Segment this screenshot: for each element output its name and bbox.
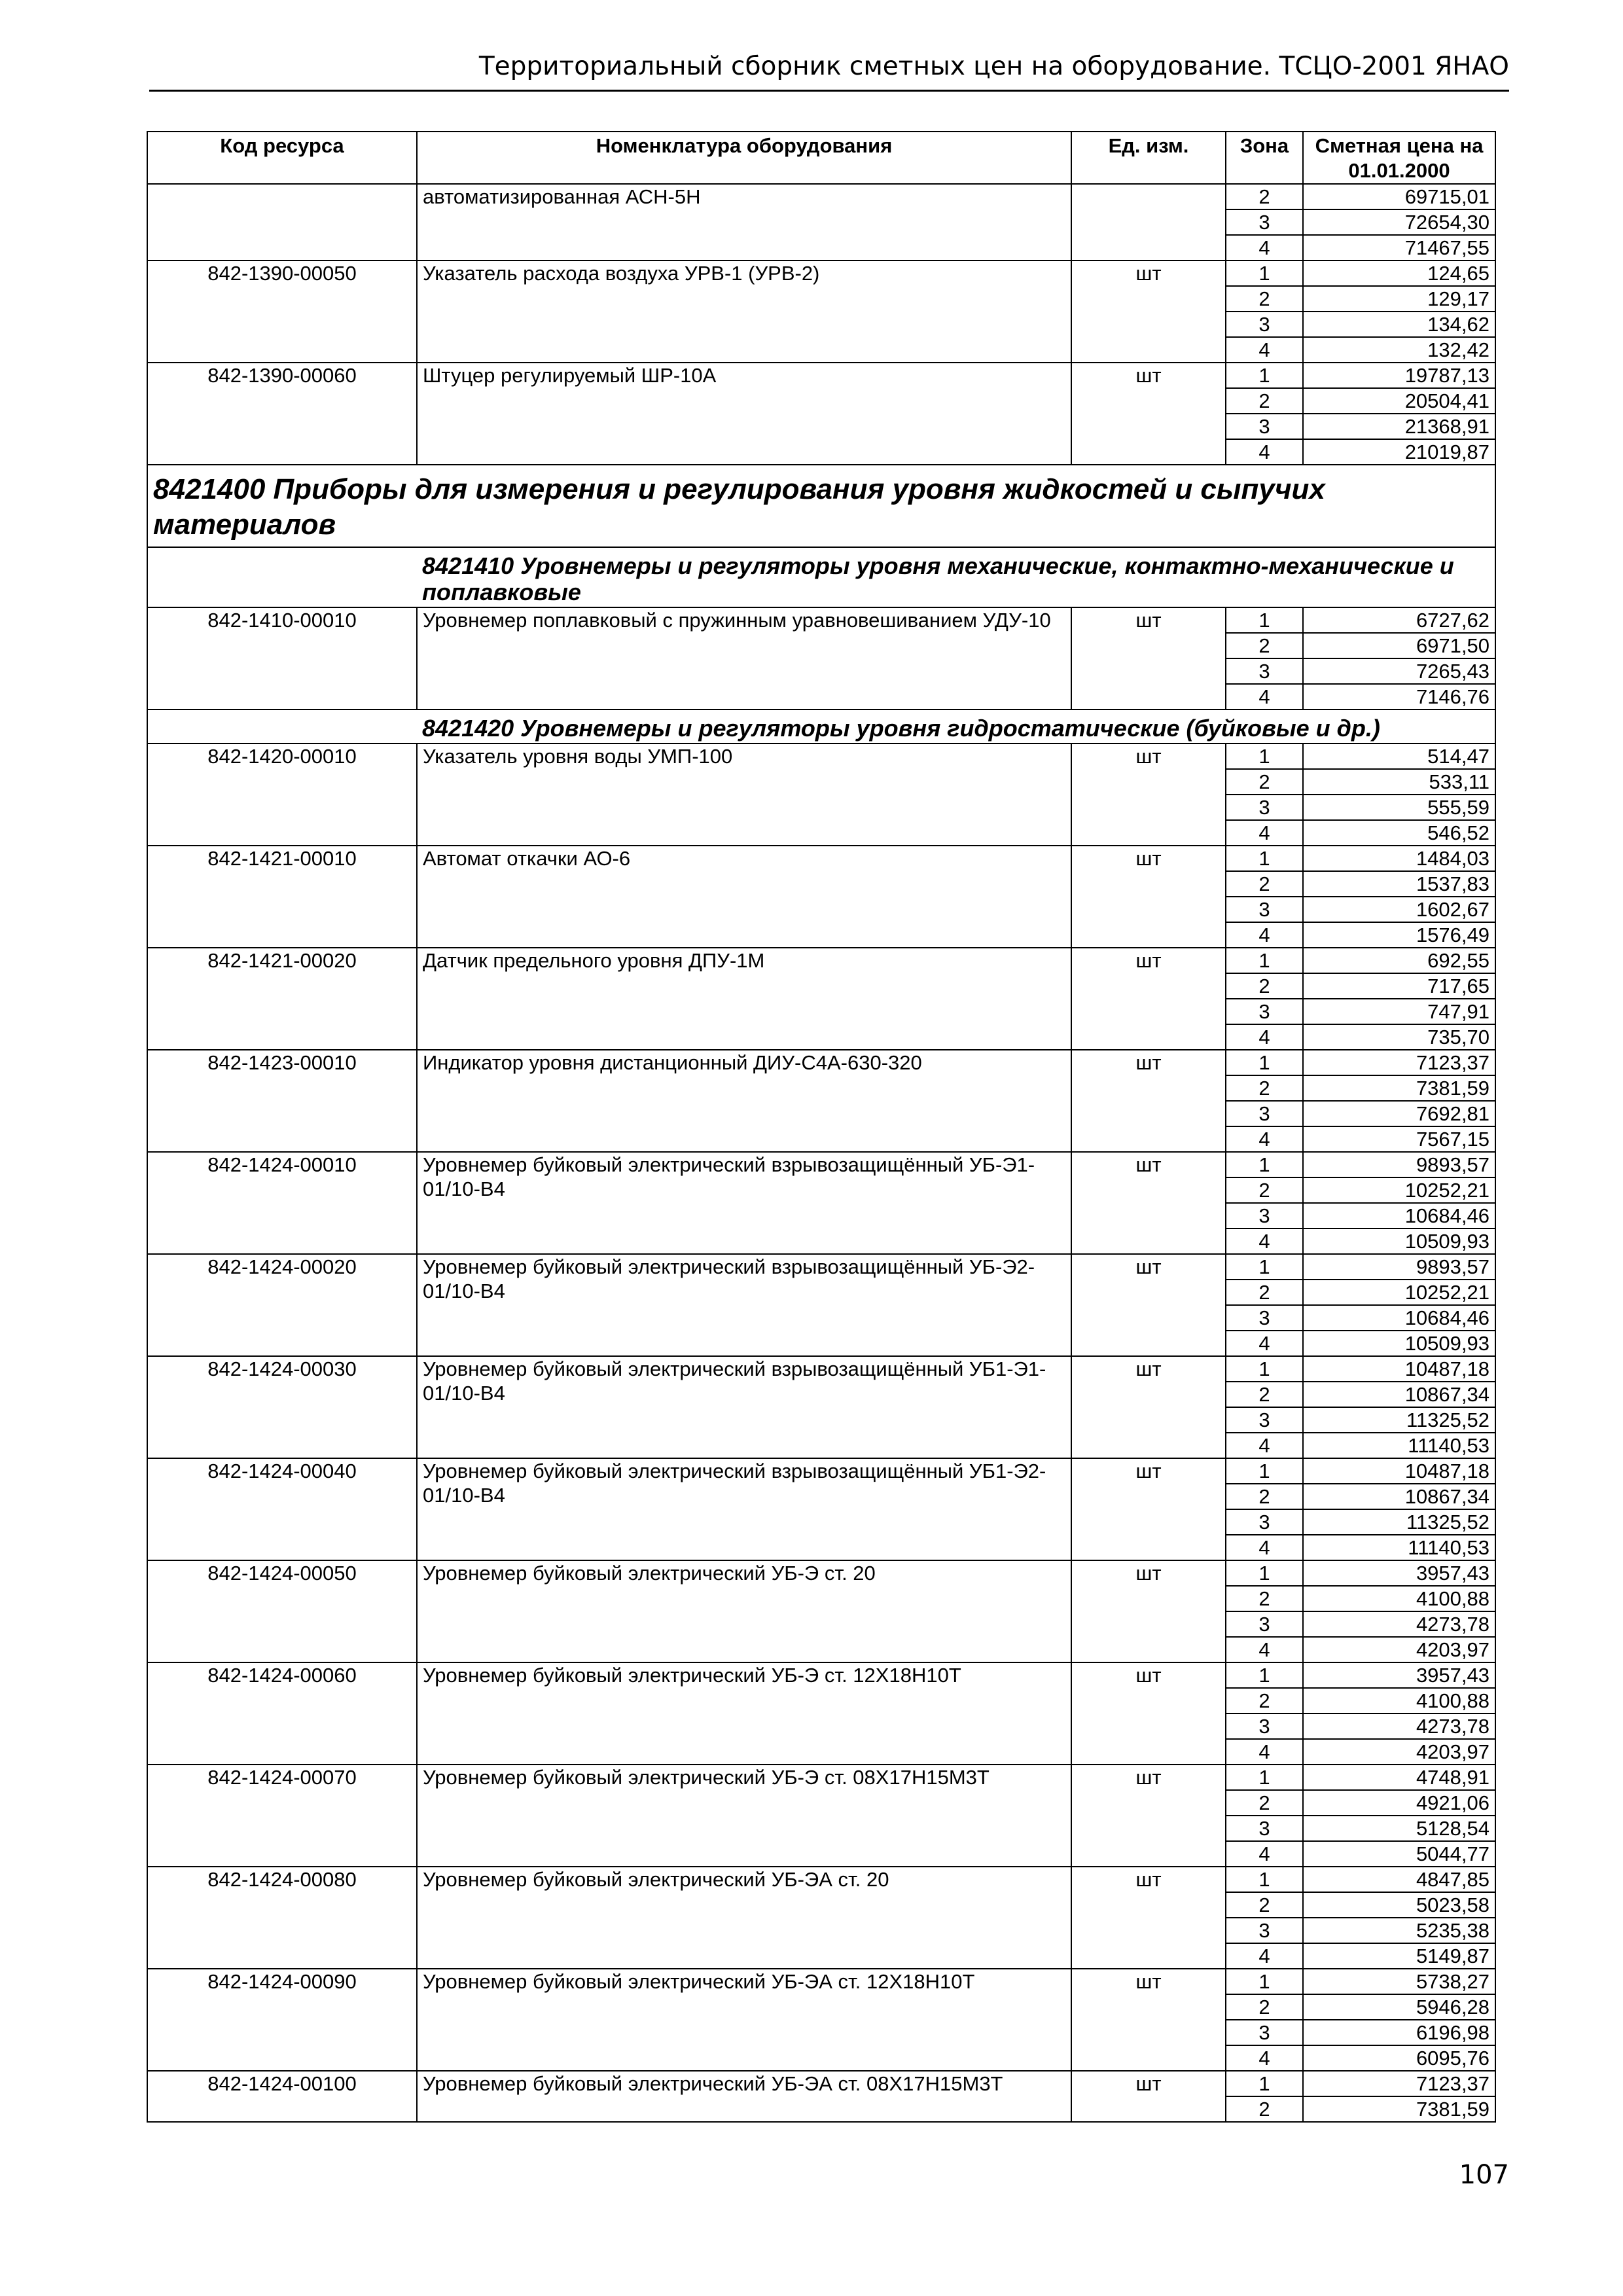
column-header-zone: Зона — [1226, 132, 1303, 184]
zone-cell: 1 — [1226, 1969, 1303, 1994]
price-cell: 735,70 — [1303, 1024, 1495, 1050]
unit-of-measure: шт — [1071, 1662, 1226, 1765]
zone-cell: 3 — [1226, 1509, 1303, 1535]
table-row — [147, 948, 1495, 973]
price-cell: 72654,30 — [1303, 209, 1495, 235]
price-cell: 129,17 — [1303, 286, 1495, 312]
price-cell: 7381,59 — [1303, 1075, 1495, 1101]
equipment-name: Уровнемер буйковый электрический УБ-ЭА ст. 20 — [417, 1867, 1071, 1969]
resource-code: 842-1410-00010 — [147, 607, 417, 709]
zone-cell: 3 — [1226, 209, 1303, 235]
price-cell: 10509,93 — [1303, 1331, 1495, 1356]
column-header-name: Номенклатура оборудования — [417, 132, 1071, 184]
zone-cell: 2 — [1226, 1994, 1303, 2020]
resource-code: 842-1424-00010 — [147, 1152, 417, 1254]
equipment-name: Уровнемер буйковый электрический взрывозащищённый УБ1-Э2-01/10-В4 — [417, 1458, 1071, 1560]
price-cell: 6196,98 — [1303, 2020, 1495, 2045]
zone-cell: 4 — [1226, 439, 1303, 465]
price-cell: 20504,41 — [1303, 388, 1495, 414]
price-cell: 10509,93 — [1303, 1229, 1495, 1254]
zone-cell: 4 — [1226, 2045, 1303, 2071]
unit-of-measure: шт — [1071, 1050, 1226, 1152]
table-row — [147, 1458, 1495, 1484]
zone-cell: 2 — [1226, 1688, 1303, 1713]
table-row — [147, 1765, 1495, 1790]
equipment-name: Уровнемер поплавковый с пружинным уравновешиванием УДУ-10 — [417, 607, 1071, 709]
price-cell: 6971,50 — [1303, 633, 1495, 658]
price-cell: 6727,62 — [1303, 607, 1495, 633]
table-row — [147, 1254, 1495, 1280]
zone-cell: 4 — [1226, 1433, 1303, 1458]
equipment-name: Уровнемер буйковый электрический УБ-ЭА ст. 08Х17Н15М3Т — [417, 2071, 1071, 2122]
equipment-name: Датчик предельного уровня ДПУ-1М — [417, 948, 1071, 1050]
section-heading-row — [147, 465, 1495, 547]
price-cell: 11140,53 — [1303, 1535, 1495, 1560]
price-cell: 7123,37 — [1303, 2071, 1495, 2096]
equipment-name: Уровнемер буйковый электрический УБ-Э ст. 12Х18Н10Т — [417, 1662, 1071, 1765]
equipment-name: Уровнемер буйковый электрический УБ-Э ст. 08Х17Н15М3Т — [417, 1765, 1071, 1867]
resource-code — [147, 184, 417, 260]
column-header-unit: Ед. изм. — [1071, 132, 1226, 184]
zone-cell: 1 — [1226, 744, 1303, 769]
equipment-name: Уровнемер буйковый электрический УБ-Э ст. 20 — [417, 1560, 1071, 1662]
table-row — [147, 1969, 1495, 1994]
zone-cell: 2 — [1226, 871, 1303, 897]
table-row — [147, 363, 1495, 388]
price-cell: 747,91 — [1303, 999, 1495, 1024]
price-cell: 21019,87 — [1303, 439, 1495, 465]
zone-cell: 1 — [1226, 1356, 1303, 1382]
table-row — [147, 1356, 1495, 1382]
unit-of-measure: шт — [1071, 2071, 1226, 2122]
zone-cell: 4 — [1226, 337, 1303, 363]
unit-of-measure: шт — [1071, 260, 1226, 363]
zone-cell: 1 — [1226, 1867, 1303, 1892]
table-body — [147, 184, 1495, 2122]
price-cell: 19787,13 — [1303, 363, 1495, 388]
zone-cell: 2 — [1226, 1586, 1303, 1611]
subsection-spacer — [147, 547, 417, 607]
price-cell: 692,55 — [1303, 948, 1495, 973]
price-cell: 5149,87 — [1303, 1943, 1495, 1969]
unit-of-measure: шт — [1071, 1254, 1226, 1356]
zone-cell: 3 — [1226, 1918, 1303, 1943]
price-cell: 4273,78 — [1303, 1713, 1495, 1739]
zone-cell: 1 — [1226, 1152, 1303, 1177]
resource-code: 842-1423-00010 — [147, 1050, 417, 1152]
equipment-name: Индикатор уровня дистанционный ДИУ-С4А-630-320 — [417, 1050, 1071, 1152]
resource-code: 842-1390-00060 — [147, 363, 417, 465]
equipment-name: Уровнемер буйковый электрический УБ-ЭА ст. 12Х18Н10Т — [417, 1969, 1071, 2071]
zone-cell: 2 — [1226, 1484, 1303, 1509]
zone-cell: 1 — [1226, 948, 1303, 973]
zone-cell: 3 — [1226, 1305, 1303, 1331]
zone-cell: 4 — [1226, 922, 1303, 948]
zone-cell: 1 — [1226, 607, 1303, 633]
unit-of-measure: шт — [1071, 607, 1226, 709]
price-cell: 1576,49 — [1303, 922, 1495, 948]
price-cell: 5235,38 — [1303, 1918, 1495, 1943]
price-cell: 3957,43 — [1303, 1560, 1495, 1586]
price-cell: 69715,01 — [1303, 184, 1495, 209]
price-cell: 71467,55 — [1303, 235, 1495, 260]
price-cell: 1537,83 — [1303, 871, 1495, 897]
table-row — [147, 1560, 1495, 1586]
zone-cell: 4 — [1226, 1024, 1303, 1050]
table-row — [147, 260, 1495, 286]
unit-of-measure: шт — [1071, 1458, 1226, 1560]
price-cell: 4273,78 — [1303, 1611, 1495, 1637]
zone-cell: 1 — [1226, 846, 1303, 871]
price-cell: 10252,21 — [1303, 1280, 1495, 1305]
zone-cell: 3 — [1226, 1816, 1303, 1841]
unit-of-measure: шт — [1071, 1152, 1226, 1254]
resource-code: 842-1424-00060 — [147, 1662, 417, 1765]
zone-cell: 2 — [1226, 1075, 1303, 1101]
price-cell: 5128,54 — [1303, 1816, 1495, 1841]
resource-code: 842-1424-00030 — [147, 1356, 417, 1458]
price-cell: 9893,57 — [1303, 1152, 1495, 1177]
price-cell: 4748,91 — [1303, 1765, 1495, 1790]
zone-cell: 3 — [1226, 1611, 1303, 1637]
unit-of-measure: шт — [1071, 948, 1226, 1050]
unit-of-measure — [1071, 184, 1226, 260]
price-cell: 124,65 — [1303, 260, 1495, 286]
unit-of-measure: шт — [1071, 846, 1226, 948]
subsection-heading-cell — [417, 709, 1495, 744]
subsection-heading-cell — [417, 547, 1495, 607]
zone-cell: 1 — [1226, 260, 1303, 286]
resource-code: 842-1424-00040 — [147, 1458, 417, 1560]
zone-cell: 4 — [1226, 235, 1303, 260]
zone-cell: 3 — [1226, 2020, 1303, 2045]
price-cell: 546,52 — [1303, 820, 1495, 846]
zone-cell: 1 — [1226, 2071, 1303, 2096]
price-cell: 5738,27 — [1303, 1969, 1495, 1994]
zone-cell: 2 — [1226, 286, 1303, 312]
section-heading: 8421400 Приборы для измерения и регулирования уровня жидкостей и сыпучих материалов — [147, 465, 1495, 547]
price-cell: 11325,52 — [1303, 1509, 1495, 1535]
subsection-heading-row — [147, 709, 1495, 744]
resource-code: 842-1424-00050 — [147, 1560, 417, 1662]
table-row — [147, 2071, 1495, 2096]
zone-cell: 4 — [1226, 1126, 1303, 1152]
price-cell: 4100,88 — [1303, 1688, 1495, 1713]
zone-cell: 3 — [1226, 658, 1303, 684]
table-row — [147, 846, 1495, 871]
zone-cell: 4 — [1226, 1637, 1303, 1662]
zone-cell: 4 — [1226, 684, 1303, 709]
price-cell: 7692,81 — [1303, 1101, 1495, 1126]
unit-of-measure: шт — [1071, 1969, 1226, 2071]
subsection-spacer — [147, 709, 417, 744]
price-cell: 132,42 — [1303, 337, 1495, 363]
price-cell: 11140,53 — [1303, 1433, 1495, 1458]
zone-cell: 3 — [1226, 795, 1303, 820]
resource-code: 842-1424-00100 — [147, 2071, 417, 2122]
table-row — [147, 1867, 1495, 1892]
zone-cell: 2 — [1226, 184, 1303, 209]
unit-of-measure: шт — [1071, 1356, 1226, 1458]
price-cell: 10487,18 — [1303, 1458, 1495, 1484]
table-row — [147, 1152, 1495, 1177]
equipment-name: Штуцер регулируемый ШР-10А — [417, 363, 1071, 465]
zone-cell: 3 — [1226, 1713, 1303, 1739]
resource-code: 842-1390-00050 — [147, 260, 417, 363]
unit-of-measure: шт — [1071, 1560, 1226, 1662]
price-cell: 10684,46 — [1303, 1305, 1495, 1331]
resource-code: 842-1424-00070 — [147, 1765, 417, 1867]
equipment-name: Указатель расхода воздуха УРВ-1 (УРВ-2) — [417, 260, 1071, 363]
zone-cell: 3 — [1226, 1203, 1303, 1229]
zone-cell: 2 — [1226, 633, 1303, 658]
table-header-row — [147, 132, 1495, 184]
price-cell: 3957,43 — [1303, 1662, 1495, 1688]
zone-cell: 3 — [1226, 312, 1303, 337]
zone-cell: 3 — [1226, 1101, 1303, 1126]
zone-cell: 2 — [1226, 1382, 1303, 1407]
price-cell: 21368,91 — [1303, 414, 1495, 439]
price-cell: 4921,06 — [1303, 1790, 1495, 1816]
resource-code: 842-1424-00020 — [147, 1254, 417, 1356]
price-cell: 5044,77 — [1303, 1841, 1495, 1867]
resource-code: 842-1420-00010 — [147, 744, 417, 846]
price-cell: 7265,43 — [1303, 658, 1495, 684]
zone-cell: 3 — [1226, 1407, 1303, 1433]
equipment-name: Уровнемер буйковый электрический взрывозащищённый УБ-Э2-01/10-В4 — [417, 1254, 1071, 1356]
price-cell: 10867,34 — [1303, 1382, 1495, 1407]
subsection-heading: 8421420 Уровнемеры и регуляторы уровня гидростатические (буйковые и др.) — [422, 715, 1380, 742]
zone-cell: 4 — [1226, 1535, 1303, 1560]
zone-cell: 1 — [1226, 1458, 1303, 1484]
zone-cell: 4 — [1226, 1841, 1303, 1867]
zone-cell: 1 — [1226, 1254, 1303, 1280]
price-cell: 555,59 — [1303, 795, 1495, 820]
price-cell: 10487,18 — [1303, 1356, 1495, 1382]
price-cell: 5023,58 — [1303, 1892, 1495, 1918]
resource-code: 842-1421-00020 — [147, 948, 417, 1050]
price-cell: 1484,03 — [1303, 846, 1495, 871]
zone-cell: 2 — [1226, 2096, 1303, 2122]
zone-cell: 4 — [1226, 1331, 1303, 1356]
price-cell: 4847,85 — [1303, 1867, 1495, 1892]
zone-cell: 2 — [1226, 1892, 1303, 1918]
price-cell: 4203,97 — [1303, 1739, 1495, 1765]
unit-of-measure: шт — [1071, 363, 1226, 465]
zone-cell: 1 — [1226, 1765, 1303, 1790]
page-number: 107 — [1459, 2160, 1509, 2190]
table-row — [147, 744, 1495, 769]
resource-code: 842-1424-00090 — [147, 1969, 417, 2071]
price-cell: 717,65 — [1303, 973, 1495, 999]
zone-cell: 4 — [1226, 1229, 1303, 1254]
zone-cell: 3 — [1226, 897, 1303, 922]
resource-code: 842-1421-00010 — [147, 846, 417, 948]
equipment-name: Указатель уровня воды УМП-100 — [417, 744, 1071, 846]
equipment-name: Уровнемер буйковый электрический взрывозащищённый УБ-Э1-01/10-В4 — [417, 1152, 1071, 1254]
zone-cell: 4 — [1226, 1943, 1303, 1969]
zone-cell: 2 — [1226, 1790, 1303, 1816]
column-header-price: Сметная цена на 01.01.2000 — [1303, 132, 1495, 184]
zone-cell: 2 — [1226, 1280, 1303, 1305]
table-row — [147, 1050, 1495, 1075]
price-cell: 6095,76 — [1303, 2045, 1495, 2071]
zone-cell: 1 — [1226, 363, 1303, 388]
table-row — [147, 1662, 1495, 1688]
zone-cell: 4 — [1226, 1739, 1303, 1765]
zone-cell: 4 — [1226, 820, 1303, 846]
zone-cell: 3 — [1226, 414, 1303, 439]
zone-cell: 2 — [1226, 388, 1303, 414]
unit-of-measure: шт — [1071, 1867, 1226, 1969]
price-cell: 4203,97 — [1303, 1637, 1495, 1662]
zone-cell: 2 — [1226, 1177, 1303, 1203]
zone-cell: 1 — [1226, 1560, 1303, 1586]
zone-cell: 2 — [1226, 769, 1303, 795]
zone-cell: 1 — [1226, 1662, 1303, 1688]
price-cell: 10867,34 — [1303, 1484, 1495, 1509]
unit-of-measure: шт — [1071, 744, 1226, 846]
price-cell: 7123,37 — [1303, 1050, 1495, 1075]
price-cell: 533,11 — [1303, 769, 1495, 795]
resource-code: 842-1424-00080 — [147, 1867, 417, 1969]
price-table — [147, 131, 1496, 2123]
column-header-code: Код ресурса — [147, 132, 417, 184]
table-row — [147, 607, 1495, 633]
zone-cell: 3 — [1226, 999, 1303, 1024]
price-cell: 5946,28 — [1303, 1994, 1495, 2020]
subsection-heading-row — [147, 547, 1495, 607]
price-cell: 9893,57 — [1303, 1254, 1495, 1280]
price-cell: 7381,59 — [1303, 2096, 1495, 2122]
price-cell: 7146,76 — [1303, 684, 1495, 709]
zone-cell: 2 — [1226, 973, 1303, 999]
equipment-name: автоматизированная АСН-5Н — [417, 184, 1071, 260]
price-cell: 10684,46 — [1303, 1203, 1495, 1229]
page-header: Территориальный сборник сметных цен на оборудование. ТСЦО-2001 ЯНАО — [149, 47, 1509, 92]
zone-cell: 1 — [1226, 1050, 1303, 1075]
price-cell: 11325,52 — [1303, 1407, 1495, 1433]
price-cell: 4100,88 — [1303, 1586, 1495, 1611]
price-cell: 10252,21 — [1303, 1177, 1495, 1203]
table-row — [147, 184, 1495, 209]
price-cell: 514,47 — [1303, 744, 1495, 769]
price-cell: 1602,67 — [1303, 897, 1495, 922]
unit-of-measure: шт — [1071, 1765, 1226, 1867]
equipment-name: Уровнемер буйковый электрический взрывозащищённый УБ1-Э1-01/10-В4 — [417, 1356, 1071, 1458]
price-cell: 7567,15 — [1303, 1126, 1495, 1152]
subsection-heading: 8421410 Уровнемеры и регуляторы уровня механические, контактно-механические и поплавковые — [422, 552, 1454, 605]
price-cell: 134,62 — [1303, 312, 1495, 337]
equipment-name: Автомат откачки АО-6 — [417, 846, 1071, 948]
